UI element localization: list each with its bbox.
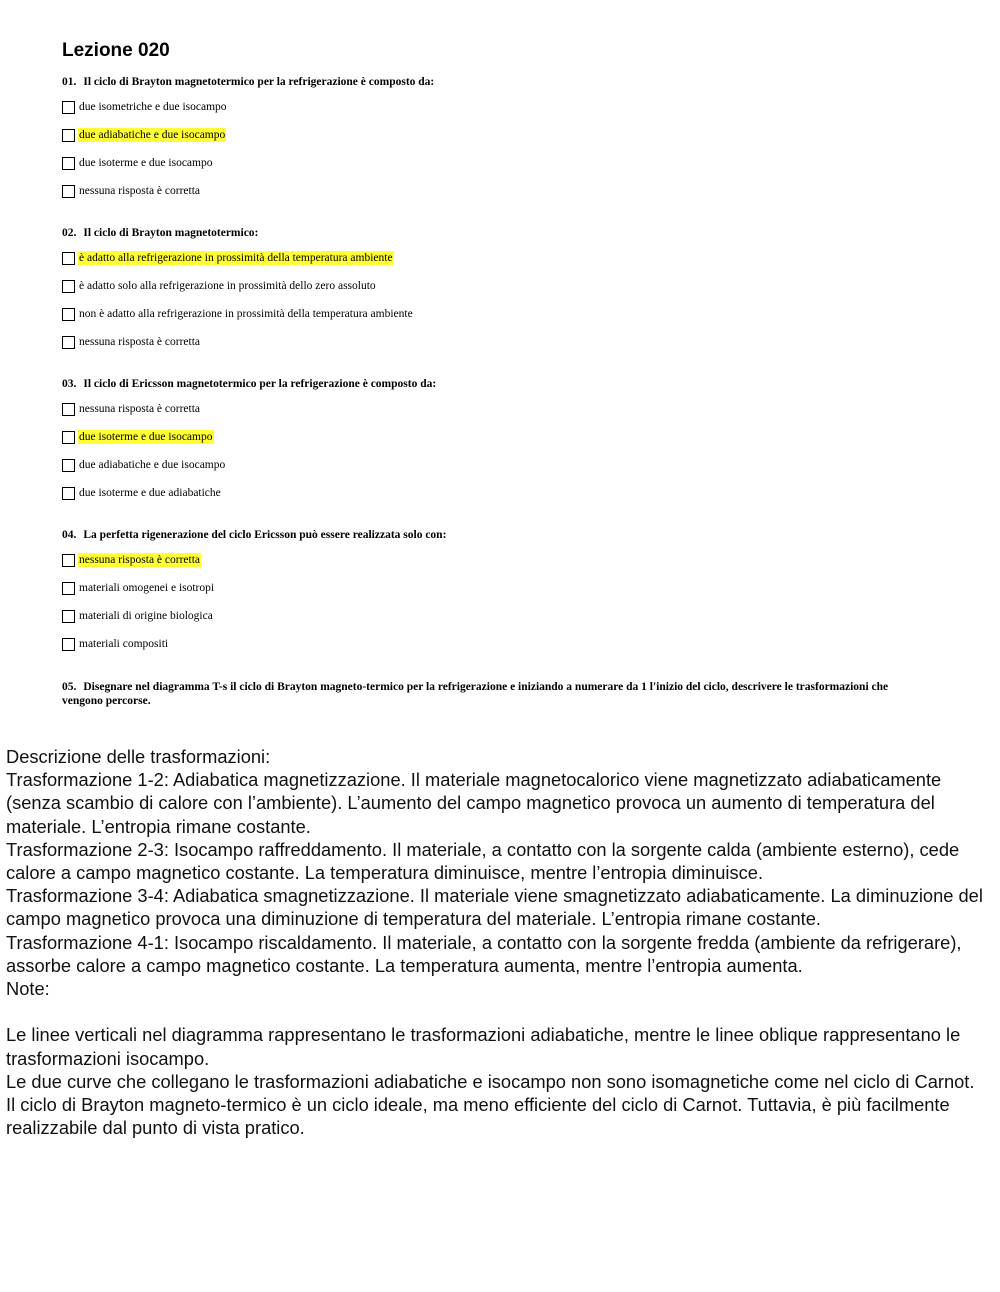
checkbox[interactable]: [62, 610, 75, 623]
answer-paragraph: Trasformazione 1-2: Adiabatica magnetizzazione. Il materiale magnetocalorico viene magnetizzato adiabaticamente (senza scambio di calore con l’ambiente). L’aumento del campo magnetico provoca un aumento di temperatura del materiale. L’entropia rimane costante.: [6, 769, 942, 837]
question-number: 04.: [62, 529, 77, 541]
checkbox[interactable]: [62, 459, 75, 472]
option-label: materiali compositi: [79, 638, 169, 650]
option-label: materiali di origine biologica: [79, 610, 213, 622]
option-2-3[interactable]: [62, 306, 942, 322]
question-3-text: [62, 377, 942, 391]
option-label-highlighted: è adatto alla refrigerazione in prossimità della temperatura ambiente: [79, 252, 393, 264]
option-2-4[interactable]: [62, 334, 942, 350]
checkbox[interactable]: [62, 403, 75, 416]
question-1-text: [62, 75, 942, 89]
checkbox[interactable]: [62, 638, 75, 651]
option-label: due isometriche e due isocampo: [79, 101, 227, 113]
option-2-1[interactable]: [62, 250, 942, 266]
question-4-text: [62, 528, 942, 542]
checkbox[interactable]: [62, 308, 75, 321]
question-number: 02.: [62, 227, 77, 239]
option-label: non è adatto alla refrigerazione in prossimità della temperatura ambiente: [79, 308, 413, 320]
answer-body: [6, 745, 1000, 1139]
option-label: nessuna risposta è corretta: [79, 185, 201, 197]
question-stem: Il ciclo di Brayton magnetotermico per la refrigerazione è composto da:: [83, 76, 435, 88]
option-4-3[interactable]: [62, 608, 942, 624]
answer-paragraph: Trasformazione 3-4: Adiabatica smagnetizzazione. Il materiale viene smagnetizzato adiabaticamente. La diminuzione del campo magnetico provoca una diminuzione di temperatura del materiale. L’entropia rimane costante.: [6, 885, 983, 930]
checkbox[interactable]: [62, 554, 75, 567]
option-1-4[interactable]: [62, 183, 942, 199]
answer-heading: Descrizione delle trasformazioni:: [6, 746, 271, 767]
question-5-text: [62, 680, 892, 708]
lesson-title: Lezione 020: [62, 40, 170, 61]
checkbox[interactable]: [62, 487, 75, 500]
option-1-1[interactable]: [62, 99, 942, 115]
option-3-2[interactable]: [62, 429, 942, 445]
blank-line: [6, 1000, 1000, 1023]
checkbox[interactable]: [62, 280, 75, 293]
question-stem: Disegnare nel diagramma T-s il ciclo di Brayton magneto-termico per la refrigerazione e iniziando a numerare da 1 l'inizio del ciclo, descrivere le trasformazioni che vengono percorse.: [62, 681, 889, 707]
option-3-3[interactable]: [62, 457, 942, 473]
question-2: [62, 226, 942, 350]
question-number: 01.: [62, 76, 77, 88]
checkbox[interactable]: [62, 101, 75, 114]
option-3-1[interactable]: [62, 401, 942, 417]
answer-paragraph: Trasformazione 2-3: Isocampo raffreddamento. Il materiale, a contatto con la sorgente calda (ambiente esterno), cede calore a campo magnetico costante. La temperatura diminuisce, mentre l’entropia diminuisce.: [6, 838, 960, 884]
checkbox[interactable]: [62, 185, 75, 198]
question-stem: Il ciclo di Brayton magnetotermico:: [83, 227, 259, 239]
option-label: nessuna risposta è corretta: [79, 403, 201, 415]
checkbox[interactable]: [62, 157, 75, 170]
option-2-2[interactable]: [62, 278, 942, 294]
checkbox[interactable]: [62, 129, 75, 142]
option-label: è adatto solo alla refrigerazione in prossimità dello zero assoluto: [79, 280, 376, 292]
question-2-text: [62, 226, 942, 240]
question-stem: La perfetta rigenerazione del ciclo Ericsson può essere realizzata solo con:: [83, 529, 447, 541]
answer-paragraph: Trasformazione 4-1: Isocampo riscaldamento. Il materiale, a contatto con la sorgente fredda (ambiente da refrigerare), assorbe calore a campo magnetico costante. La temperatura aumenta, mentre l’entropia aumenta.: [6, 931, 962, 976]
option-label-highlighted: nessuna risposta è corretta: [79, 554, 201, 566]
note-paragraph: Le linee verticali nel diagramma rappresentano le trasformazioni adiabatiche, mentre le linee oblique rappresentano le trasformazioni isocampo.: [6, 1024, 961, 1069]
note-paragraph: Il ciclo di Brayton magneto-termico è un ciclo ideale, ma meno efficiente del ciclo di Carnot. Tuttavia, è più facilmente realizzabile dal punto di vista pratico.: [6, 1094, 950, 1139]
question-4: [62, 528, 942, 652]
option-1-3[interactable]: [62, 155, 942, 171]
option-3-4[interactable]: [62, 485, 942, 501]
notes-heading: Note:: [6, 978, 50, 1000]
option-4-1[interactable]: [62, 552, 942, 568]
checkbox[interactable]: [62, 582, 75, 595]
checkbox[interactable]: [62, 336, 75, 349]
option-label: nessuna risposta è corretta: [79, 336, 201, 348]
option-4-2[interactable]: [62, 580, 942, 596]
question-number: 03.: [62, 378, 77, 390]
question-1: [62, 75, 942, 199]
option-1-2[interactable]: [62, 127, 942, 143]
option-label-highlighted: due adiabatiche e due isocampo: [79, 129, 226, 141]
option-label: due isoterme e due adiabatiche: [79, 487, 221, 499]
checkbox[interactable]: [62, 252, 75, 265]
checkbox[interactable]: [62, 431, 75, 444]
note-paragraph: Le due curve che collegano le trasformazioni adiabatiche e isocampo non sono isomagnetiche come nel ciclo di Carnot.: [6, 1070, 975, 1092]
question-number: 05.: [62, 681, 77, 693]
option-label-highlighted: due isoterme e due isocampo: [79, 431, 213, 443]
question-3: [62, 377, 942, 501]
option-label: materiali omogenei e isotropi: [79, 582, 215, 594]
option-label: due adiabatiche e due isocampo: [79, 459, 226, 471]
question-stem: Il ciclo di Ericsson magnetotermico per la refrigerazione è composto da:: [83, 378, 437, 390]
option-label: due isoterme e due isocampo: [79, 157, 213, 169]
option-4-4[interactable]: [62, 636, 942, 652]
